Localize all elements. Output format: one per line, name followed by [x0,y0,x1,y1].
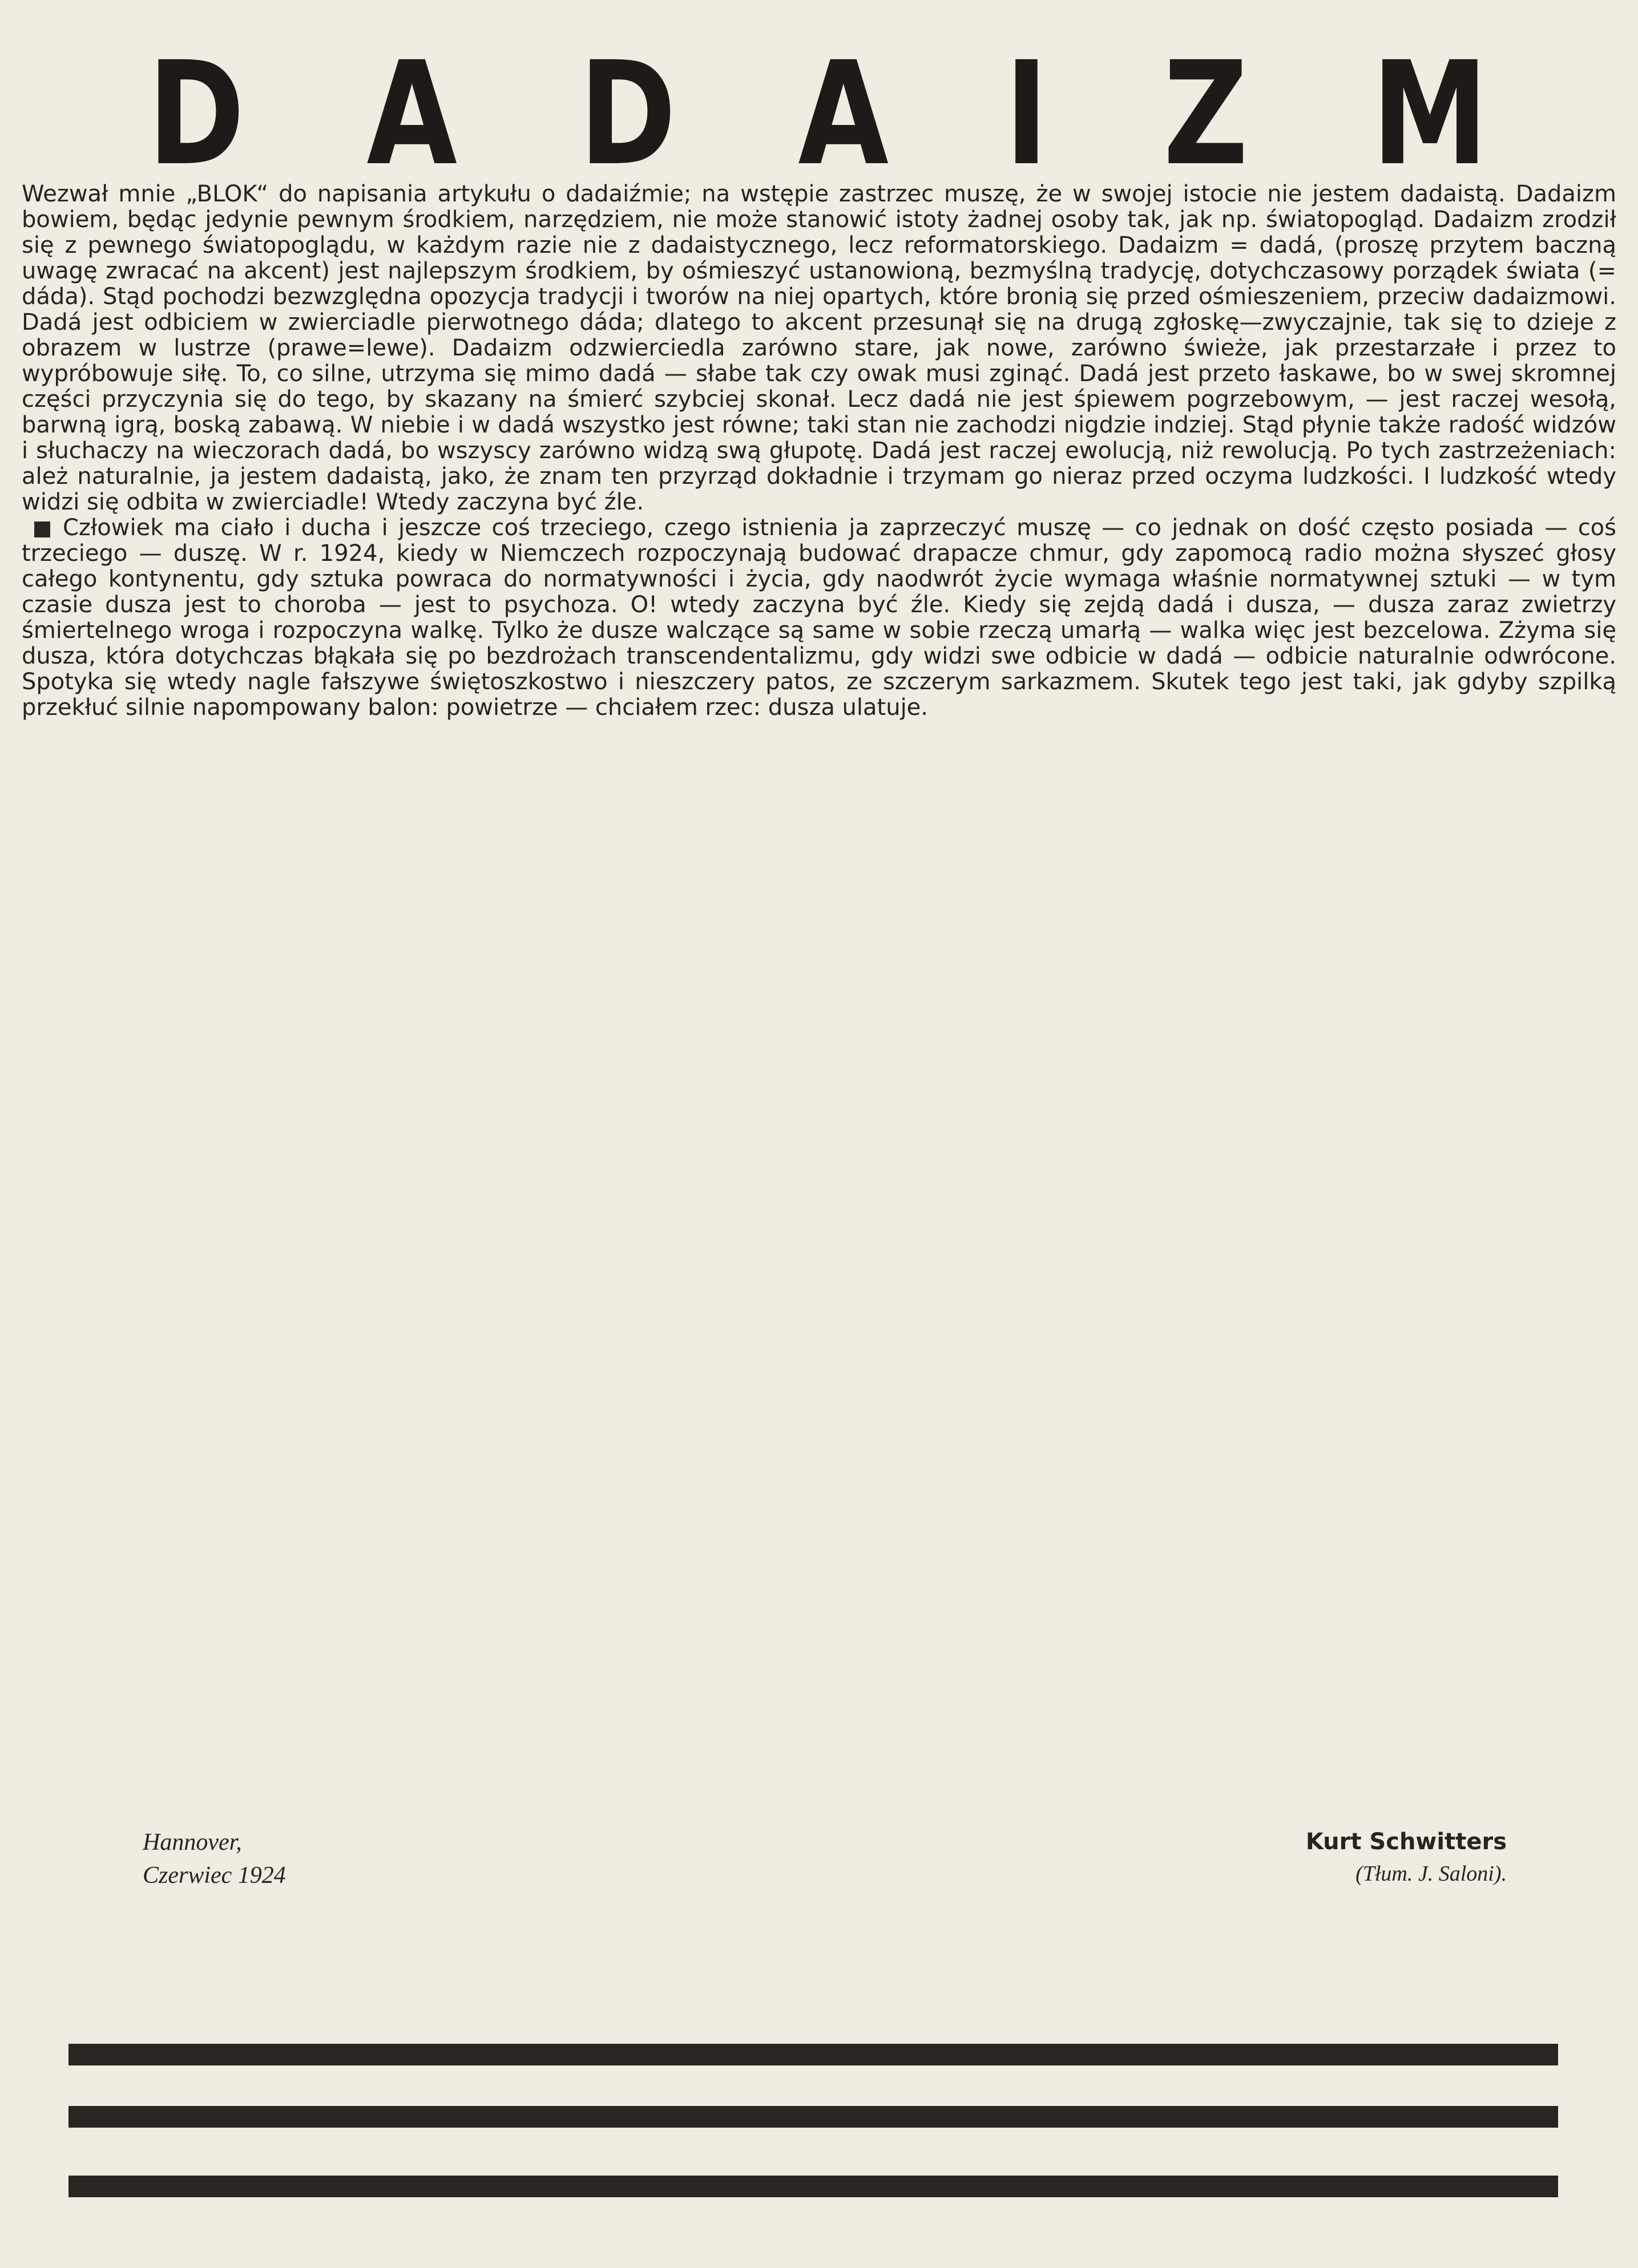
place: Hannover, [143,1829,242,1855]
title-letter: A [366,31,458,197]
article-title [137,31,1501,197]
article-footer [143,1826,1507,1892]
author: Kurt Schwitters [1305,1829,1507,1855]
translator: (Tłum. J. Saloni). [1355,1862,1507,1886]
place-date [143,1826,286,1892]
decorative-bar [68,2044,1558,2065]
title-letter: M [1371,31,1488,197]
signature [1306,1826,1507,1892]
decorative-bar [68,2176,1558,2197]
article-body [22,181,1616,721]
title-letter: A [798,31,889,197]
decorative-bar [68,2106,1558,2128]
title-letter: Z [1163,31,1249,197]
title-letter: I [1004,31,1048,197]
paragraph: Człowiek ma ciało i ducha i jeszcze coś trzeciego, czego istnienia ja zaprzeczyć muszę — co jednak on dość często posiada — coś trzeciego — duszę. W r. 1924, kiedy w Niemczech rozpoczynają budować drapacze chmur, gdy zapomocą radio można słyszeć głosy całego kontynentu, gdy sztuka powraca do normatywności i życia, gdy naodwrót życie wymaga właśnie normatywnej sztuki — w tym czasie dusza jest to choroba — jest to psychoza. O! wtedy zaczyna być źle. Kiedy się zejdą dadá i dusza, — dusza zaraz zwietrzy śmiertelnego wroga i rozpoczyna walkę. Tylko że dusze walczące są same w sobie rzeczą umarłą — walka więc jest bezcelowa. Zżyma się dusza, która dotychczas błąkała się po bezdrożach transcendentalizmu, gdy widzi swe odbicie w dadá — odbicie naturalnie odwrócone. Spotyka się wtedy nagle fałszywe świętoszkostwo i nieszczery patos, ze szczerym sarkazmem. Skutek tego jest taki, jak gdyby szpilką przekłuć silnie napompowany balon: powietrze — chciałem rzec: dusza ulatuje. [22,515,1616,721]
title-letter: D [579,31,676,197]
section-mark-icon [34,521,50,537]
title-letter: D [147,31,245,197]
date: Czerwiec 1924 [143,1862,286,1889]
paragraph: Wezwał mnie „BLOK“ do napisania artykułu o dadaiźmie; na wstępie zastrzec muszę, że w swojej istocie nie jestem dadaistą. Dadaizm bowiem, będąc jedynie pewnym środkiem, narzędziem, nie może stanowić istoty żadnej osoby tak, jak np. światopogląd. Dadaizm zrodził się z pewnego światopoglądu, w każdym razie nie z dadaistycznego, lecz reformatorskiego. Dadaizm = dadá, (proszę przytem baczną uwagę zwracać na akcent) jest najlepszym środkiem, by ośmieszyć ustanowioną, bezmyślną tradycję, dotychczasowy porządek świata (= dáda). Stąd pochodzi bezwzględna opozycja tradycji i tworów na niej opartych, które bronią się przed ośmieszeniem, przeciw dadaizmowi. Dadá jest odbiciem w zwierciadle pierwotnego dáda; dlatego to akcent przesunął się na drugą zgłoskę—zwyczajnie, tak się to dzieje z obrazem w lustrze (prawe=lewe). Dadaizm odzwierciedla zarówno stare, jak nowe, zarówno świeże, jak przestarzałe i przez to wypróbowuje siłę. To, co silne, utrzyma się mimo dadá — słabe tak czy owak musi zginąć. Dadá jest przeto łaskawe, bo w swej skromnej części przyczynia się do tego, by skazany na śmierć szybciej skonał. Lecz dadá nie jest śpiewem pogrzebowym, — jest raczej wesołą, barwną igrą, boską zabawą. W niebie i w dadá wszystko jest równe; taki stan nie zachodzi nigdzie indziej. Stąd płynie także radość widzów i słuchaczy na wieczorach dadá, bo wszyscy zarówno widzą swą głupotę. Dadá jest raczej ewolucją, niż rewolucją. Po tych zastrzeżeniach: ależ naturalnie, ja jestem dadaistą, jako, że znam ten przyrząd dokładnie i trzymam go nieraz przed oczyma ludzkości. I ludzkość wtedy widzi się odbita w zwierciadle! Wtedy zaczyna być źle. [22,181,1616,515]
